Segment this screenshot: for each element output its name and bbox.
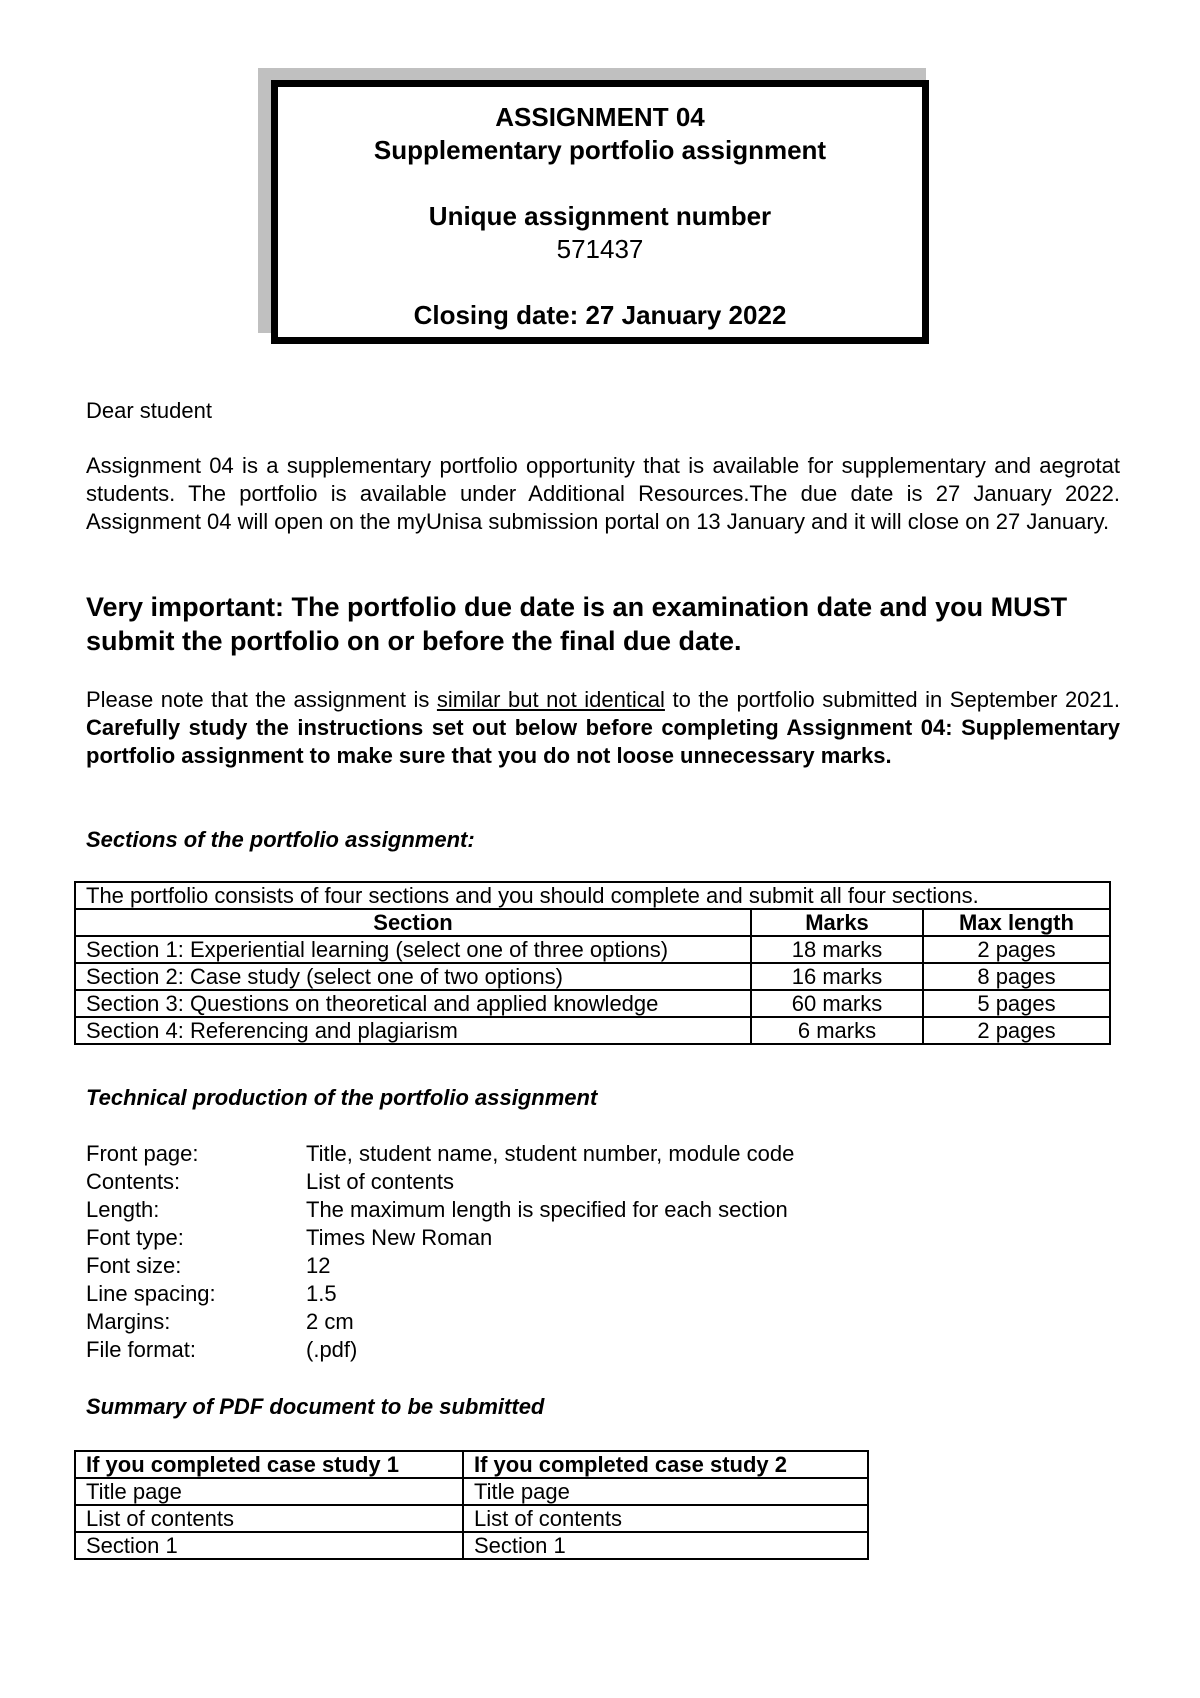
spec-label: File format: [86, 1337, 197, 1362]
table-row [75, 1478, 868, 1505]
technical-heading: Technical production of the portfolio assignment [86, 1085, 598, 1110]
spec-label: Font type: [86, 1225, 184, 1250]
spec-row [86, 1168, 454, 1196]
title-box [271, 80, 929, 344]
spec-row [86, 1336, 357, 1364]
spec-value: 12 [306, 1253, 331, 1278]
section-length: 8 pages [923, 963, 1110, 990]
note-bold: Carefully study the instructions set out below before completing Assignment 04: Supplementary portfolio assignment to make sure that you do not loose unnecessary marks. [86, 715, 1120, 768]
spec-value: List of contents [306, 1169, 454, 1194]
sections-table-caption: The portfolio consists of four sections and you should complete and submit all four sections. [75, 882, 1110, 909]
spec-value: 2 cm [306, 1309, 354, 1334]
section-marks: 6 marks [751, 1017, 923, 1044]
sections-table [74, 881, 1111, 1045]
spec-label: Length: [86, 1197, 160, 1222]
table-header-max-length: Max length [923, 909, 1110, 936]
spec-row [86, 1280, 337, 1308]
spec-row [86, 1196, 788, 1224]
section-name: Section 2: Case study (select one of two options) [75, 963, 751, 990]
section-length: 2 pages [923, 1017, 1110, 1044]
spec-label: Line spacing: [86, 1281, 216, 1306]
summary-cell: List of contents [463, 1505, 868, 1532]
intro-paragraph: Assignment 04 is a supplementary portfolio opportunity that is available for supplementary and aegrotat students. The portfolio is available under Additional Resources.The due date is 27 January 2022. Assignment 04 will open on the myUnisa submission portal on 13 January and it will close on 27 January. [86, 453, 1120, 534]
spec-label: Contents: [86, 1169, 181, 1194]
spec-label: Font size: [86, 1253, 182, 1278]
table-row [75, 1505, 868, 1532]
section-marks: 18 marks [751, 936, 923, 963]
section-length: 5 pages [923, 990, 1110, 1017]
section-name: Section 3: Questions on theoretical and applied knowledge [75, 990, 751, 1017]
important-notice: Very important: The portfolio due date is an examination date and you MUST submit the portfolio on or before the final due date. [86, 592, 1068, 656]
summary-cell: Title page [75, 1478, 463, 1505]
note-text-1: Please note that the assignment is [86, 687, 437, 712]
spec-value: 1.5 [306, 1281, 337, 1306]
summary-table [74, 1450, 869, 1560]
summary-header-case-1: If you completed case study 1 [75, 1451, 463, 1478]
spec-value: (.pdf) [306, 1337, 358, 1362]
note-text-2: to the portfolio submitted in September 2021. [664, 687, 1120, 712]
greeting: Dear student [86, 398, 212, 423]
closing-date: Closing date: 27 January 2022 [413, 300, 787, 330]
section-name: Section 4: Referencing and plagiarism [75, 1017, 751, 1044]
table-row [75, 1017, 1110, 1044]
spec-value: The maximum length is specified for each section [306, 1197, 788, 1222]
spec-row [86, 1308, 354, 1336]
table-header-section: Section [75, 909, 751, 936]
unique-number-label: Unique assignment number [428, 201, 772, 231]
section-name: Section 1: Experiential learning (select one of three options) [75, 936, 751, 963]
summary-cell: Title page [463, 1478, 868, 1505]
unique-number: 571437 [556, 234, 644, 264]
section-length: 2 pages [923, 936, 1110, 963]
spec-label: Front page: [86, 1141, 199, 1166]
section-marks: 60 marks [751, 990, 923, 1017]
table-row [75, 963, 1110, 990]
table-row [75, 936, 1110, 963]
summary-header-case-2: If you completed case study 2 [463, 1451, 868, 1478]
table-header-marks: Marks [751, 909, 923, 936]
summary-cell: List of contents [75, 1505, 463, 1532]
note-paragraph [86, 686, 1120, 770]
spec-value: Title, student name, student number, module code [306, 1141, 795, 1166]
assignment-subheading: Supplementary portfolio assignment [373, 135, 827, 165]
spec-row [86, 1140, 794, 1168]
spec-value: Times New Roman [306, 1225, 493, 1250]
section-marks: 16 marks [751, 963, 923, 990]
assignment-heading: ASSIGNMENT 04 [495, 102, 705, 132]
sections-heading: Sections of the portfolio assignment: [86, 827, 475, 852]
table-row [75, 1532, 868, 1559]
spec-row [86, 1252, 330, 1280]
summary-cell: Section 1 [75, 1532, 463, 1559]
summary-cell: Section 1 [463, 1532, 868, 1559]
table-row [75, 990, 1110, 1017]
note-underlined: similar but not identical [436, 687, 665, 712]
summary-heading: Summary of PDF document to be submitted [86, 1394, 545, 1419]
spec-row [86, 1224, 492, 1252]
spec-label: Margins: [86, 1309, 171, 1334]
